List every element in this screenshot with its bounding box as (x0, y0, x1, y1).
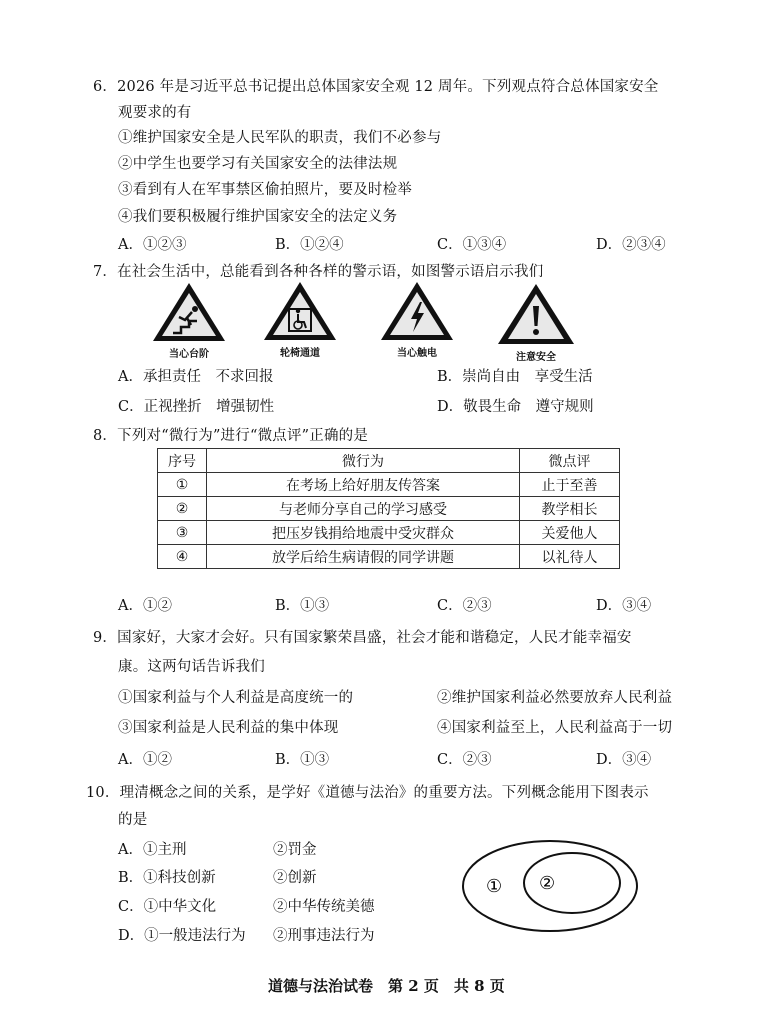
q9-option-c[interactable]: C．②③ (437, 752, 492, 768)
cell-behavior: 把压岁钱捐给地震中受灾群众 (207, 521, 520, 545)
q10-option-d[interactable]: D．①一般违法行为 (118, 928, 246, 944)
cell-index: ③ (158, 521, 207, 545)
sign-wheelchair-access (262, 280, 338, 359)
cell-comment: 止于至善 (520, 473, 620, 497)
q6-stem-line2: 观要求的有 (118, 105, 192, 121)
q8-option-c[interactable]: C．②③ (437, 598, 492, 614)
q10-option-b[interactable]: B．①科技创新 (118, 870, 216, 886)
sign-caption: 当心台阶 (169, 349, 209, 360)
q9-stem-line1: 9．国家好，大家才会好。只有国家繁荣昌盛，社会才能和谐稳定，人民才能幸福安 (93, 630, 632, 646)
electric-shock-icon (379, 280, 455, 342)
q10-option-c[interactable]: C．①中华文化 (118, 899, 217, 915)
q9-option-d[interactable]: D．③④ (596, 752, 652, 768)
q10-stem-line2: 的是 (118, 812, 148, 828)
sign-caption: 注意安全 (516, 352, 556, 363)
q9-stem-line2: 康。这两句话告诉我们 (118, 659, 265, 675)
q7-option-b[interactable]: B．崇尚自由 享受生活 (437, 369, 593, 385)
q6-item-3: ③看到有人在军事禁区偷拍照片，要及时检举 (118, 182, 412, 198)
cell-index: ① (158, 473, 207, 497)
cell-comment: 关爱他人 (520, 521, 620, 545)
q10-option-c-pair: ②中华传统美德 (273, 899, 375, 915)
header-comment: 微点评 (520, 449, 620, 473)
q10-option-a[interactable]: A．①主刑 (118, 842, 187, 858)
cell-comment: 以礼待人 (520, 545, 620, 569)
cell-behavior: 与老师分享自己的学习感受 (207, 497, 520, 521)
cell-comment: 教学相长 (520, 497, 620, 521)
sign-attention-safety (496, 282, 576, 363)
cell-behavior: 放学后给生病请假的同学讲题 (207, 545, 520, 569)
cell-index: ② (158, 497, 207, 521)
q7-option-a[interactable]: A．承担责任 不求回报 (118, 369, 274, 385)
venn-diagram (460, 838, 640, 934)
q10-option-a-pair: ②罚金 (273, 842, 317, 858)
sign-caption: 轮椅通道 (280, 348, 320, 359)
q6-option-d[interactable]: D．②③④ (596, 237, 666, 253)
table-row (158, 545, 620, 569)
q9-item-1: ①国家利益与个人利益是高度统一的 (118, 690, 354, 706)
sign-caution-step (151, 281, 227, 360)
inner-label: ② (539, 873, 556, 894)
q8-stem: 8．下列对“微行为”进行“微点评”正确的是 (93, 428, 369, 444)
header-behavior: 微行为 (207, 449, 520, 473)
sign-electric-shock (379, 280, 455, 359)
q9-item-4: ④国家利益至上，人民利益高于一切 (437, 720, 673, 736)
q9-item-3: ③国家利益是人民利益的集中体现 (118, 720, 339, 736)
q10-stem-line1: 10．理清概念之间的关系，是学好《道德与法治》的重要方法。下列概念能用下图表示 (86, 785, 649, 801)
table-header-row (158, 449, 620, 473)
q8-option-a[interactable]: A．①② (118, 598, 172, 614)
q6-stem-line1: 6．2026 年是习近平总书记提出总体国家安全观 12 周年。下列观点符合总体国家安全 (93, 79, 659, 95)
wheelchair-icon (262, 280, 338, 342)
q7-stem: 7．在社会生活中，总能看到各种各样的警示语，如图警示语启示我们 (93, 264, 544, 280)
outer-label: ① (486, 876, 503, 897)
q9-option-a[interactable]: A．①② (118, 752, 172, 768)
sign-caption: 当心触电 (397, 348, 437, 359)
cell-behavior: 在考场上给好朋友传答案 (207, 473, 520, 497)
q7-option-c[interactable]: C．正视挫折 增强韧性 (118, 399, 275, 415)
q7-option-d[interactable]: D．敬畏生命 遵守规则 (437, 399, 594, 415)
q6-option-a[interactable]: A．①②③ (118, 237, 187, 253)
cell-index: ④ (158, 545, 207, 569)
q9-option-b[interactable]: B．①③ (275, 752, 330, 768)
table-row (158, 473, 620, 497)
q10-option-d-pair: ②刑事违法行为 (273, 928, 375, 944)
q6-item-1: ①维护国家安全是人民军队的职责，我们不必参与 (118, 130, 442, 146)
q10-option-b-pair: ②创新 (273, 870, 317, 886)
table-row (158, 497, 620, 521)
page-footer: 道德与法治试卷 第 2 页 共 8 页 (268, 977, 505, 995)
q6-item-2: ②中学生也要学习有关国家安全的法律法规 (118, 156, 398, 172)
table-row (158, 521, 620, 545)
q6-item-4: ④我们要积极履行维护国家安全的法定义务 (118, 209, 398, 225)
q9-item-2: ②维护国家利益必然要放弃人民利益 (437, 690, 673, 706)
q8-option-d[interactable]: D．③④ (596, 598, 652, 614)
q6-option-b[interactable]: B．①②④ (275, 237, 344, 253)
stairs-fall-icon (151, 281, 227, 343)
header-index: 序号 (158, 449, 207, 473)
q8-option-b[interactable]: B．①③ (275, 598, 330, 614)
micro-behavior-table (157, 448, 620, 569)
exclamation-icon (496, 282, 576, 346)
q6-option-c[interactable]: C．①③④ (437, 237, 507, 253)
